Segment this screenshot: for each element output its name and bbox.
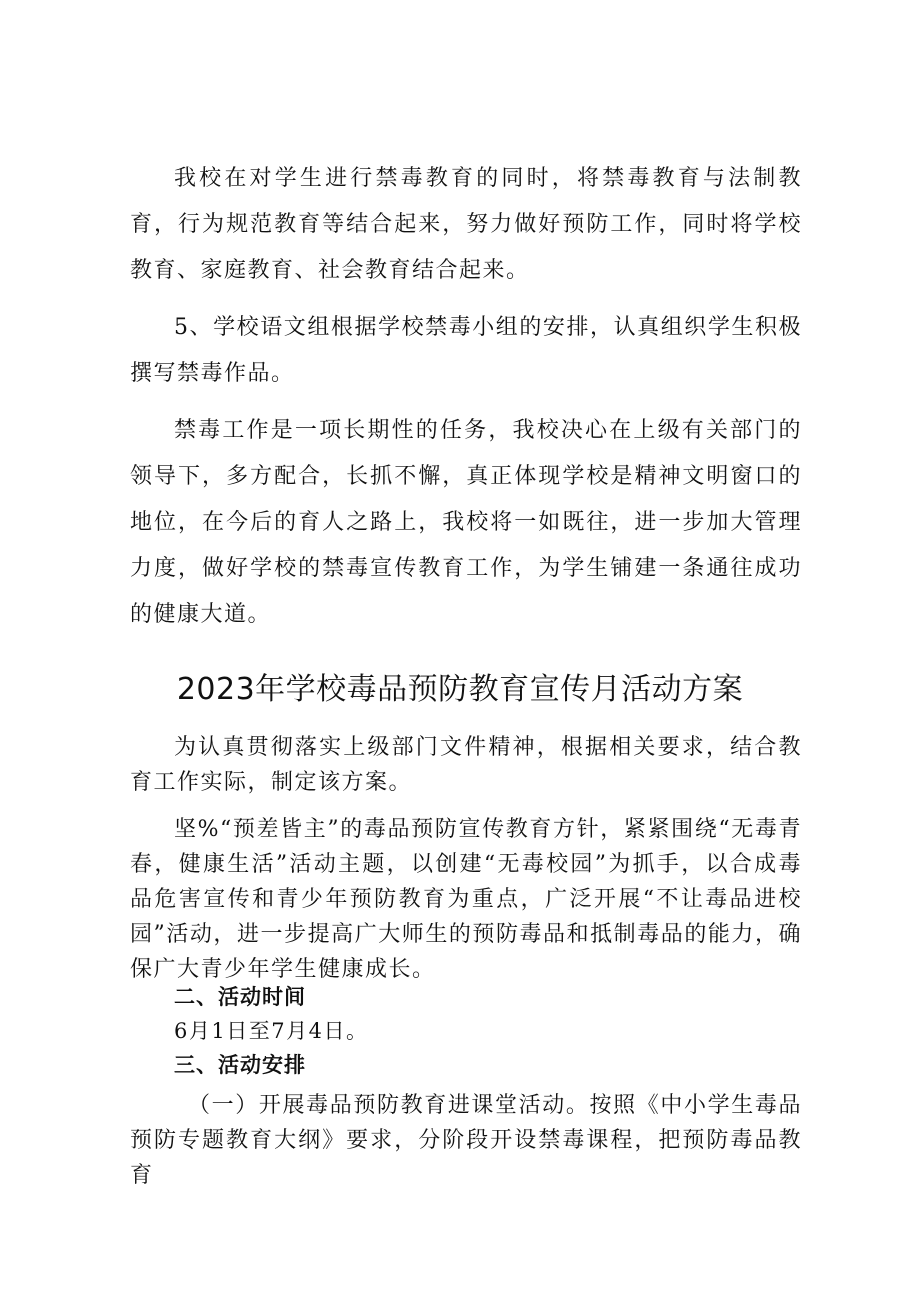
- paragraph-item-5: 5、学校语文组根据学校禁毒小组的安排，认真组织学生积极撰写禁毒作品。: [130, 315, 802, 386]
- paragraph-intro: 为认真贯彻落实上级部门文件精神，根据相关要求，结合教育工作实际，制定该方案。: [130, 735, 802, 795]
- activity-time-text: 6月1日至7月4日。: [174, 1019, 369, 1043]
- paragraph-guideline: 坚%“预差皆主”的毒品预防宣传教育方针，紧紧围绕“无毒青春，健康生活”活动主题，以创建“无毒校园”为抓手，以合成毒品危害宣传和青少年预防教育为重点，广泛开展“不让毒品进校园”活动，进一步提高广大师生的预防毒品和抵制毒品的能力，确保广大青少年学生健康成长。: [130, 817, 802, 982]
- paragraph-arrangement-item-1: （一）开展毒品预防教育进课堂活动。按照《中小学生毒品预防专题教育大纲》要求，分阶段开设禁毒课程，把预防毒品教育: [130, 1093, 802, 1188]
- section-heading-activity-time: 二、活动时间: [174, 985, 306, 1009]
- paragraph-long-term-task: 禁毒工作是一项长期性的任务，我校决心在上级有关部门的领导下，多方配合，长抓不懈，真正体现学校是精神文明窗口的地位，在今后的育人之路上，我校将一如既往，进一步加大管理力度，做好学校的禁毒宣传教育工作，为学生铺建一条通往成功的健康大道。: [130, 418, 802, 627]
- document-title: 2023年学校毒品预防教育宣传月活动方案: [176, 672, 744, 708]
- paragraph-education-integration: 我校在对学生进行禁毒教育的同时，将禁毒教育与法制教育，行为规范教育等结合起来，努力做好预防工作，同时将学校教育、家庭教育、社会教育结合起来。: [130, 166, 802, 283]
- section-heading-activity-arrangement: 三、活动安排: [174, 1053, 306, 1077]
